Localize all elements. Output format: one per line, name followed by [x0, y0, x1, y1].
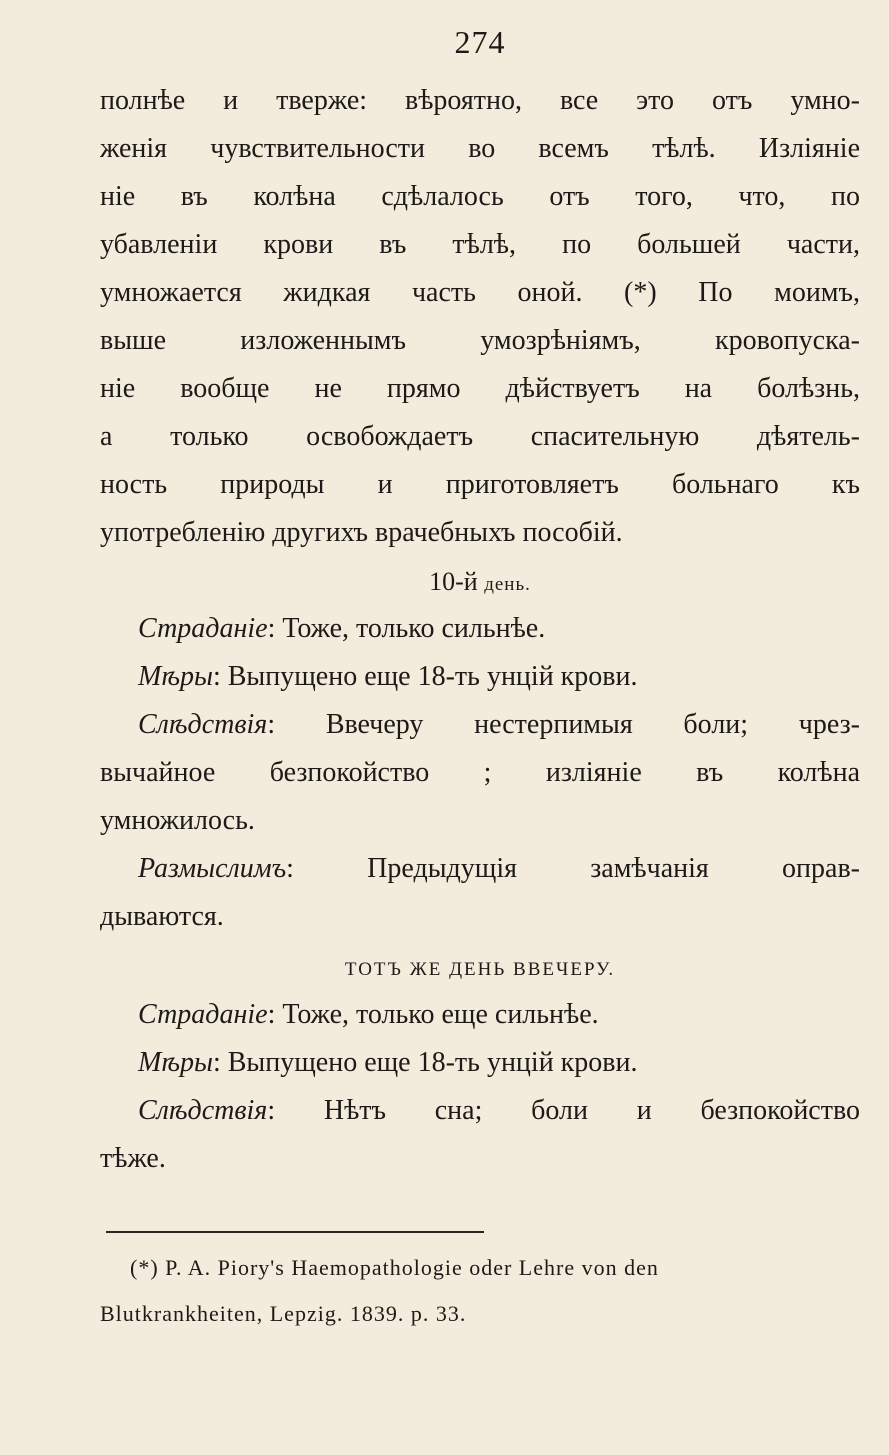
entry-label: Мѣры — [138, 1047, 213, 1078]
evening-entry-suffering — [100, 991, 860, 1039]
entry-measures — [100, 653, 860, 701]
entry-text: : Тоже, только сильнѣе. — [267, 613, 546, 644]
entry-reflection — [100, 845, 860, 941]
entry-text: : Выпущено еще 18-ть унцій крови. — [212, 661, 638, 692]
evening-entry-consequences — [100, 1087, 860, 1183]
book-page — [100, 24, 860, 1337]
day-word: день. — [484, 574, 531, 595]
entry-text: : Тоже, только еще сильнѣе. — [267, 999, 599, 1030]
entry-text: дываются. — [100, 901, 224, 932]
intro-paragraph — [100, 77, 860, 557]
page-number: 274 — [454, 24, 506, 60]
evening-entry-measures — [100, 1039, 860, 1087]
entry-label: Страданіе — [138, 613, 268, 644]
entry-suffering — [100, 605, 860, 653]
entry-text: : Нѣтъ сна; боли и безпокойство — [267, 1095, 860, 1126]
entry-text: : Предыдущія замѣчанія оправ- — [286, 853, 860, 884]
text-line: а только освобождаетъ спасительную дѣятель- — [100, 421, 860, 452]
text-line: женія чувствительности во всемъ тѣлѣ. Изліяніе — [100, 133, 860, 164]
day-number: 10-й — [429, 567, 478, 596]
text-line: убавленіи крови въ тѣлѣ, по большей части, — [100, 229, 860, 260]
entry-label: Мѣры — [138, 661, 213, 692]
evening-heading: ТОТЪ ЖЕ ДЕНЬ ВВЕЧЕРУ. — [344, 959, 616, 980]
text-line: полнѣе и тверже: вѣроятно, все это отъ умно- — [100, 85, 860, 116]
text-line: умножается жидкая часть оной. (*) По моимъ, — [100, 277, 860, 308]
entry-label: Размыслимъ — [138, 853, 287, 884]
footnote-line: (*) P. A. Piory's Haemopathologie oder Lehre von den — [130, 1255, 659, 1280]
entry-consequences — [100, 701, 860, 845]
text-line: выше изложеннымъ умозрѣніямъ, кровопуска- — [100, 325, 860, 356]
entry-text: : Выпущено еще 18-ть унцій крови. — [212, 1047, 638, 1078]
footnote — [100, 1245, 860, 1337]
entry-text: умножилось. — [100, 805, 255, 836]
text-line: употребленію другихъ врачебныхъ пособій. — [100, 517, 623, 548]
entry-text: : Ввечеру нестерпимыя боли; чрез- — [267, 709, 860, 740]
entry-label: Слѣдствія — [138, 709, 268, 740]
text-line: ніе въ колѣна сдѣлалось отъ того, что, по — [100, 181, 860, 212]
footnote-divider — [106, 1231, 484, 1233]
entry-label: Слѣдствія — [138, 1095, 268, 1126]
day-heading — [100, 567, 860, 597]
text-line: ность природы и приготовляетъ больнаго къ — [100, 469, 860, 500]
entry-text: вычайное безпокойство ; изліяніе въ колѣна — [100, 757, 860, 788]
entry-label: Страданіе — [138, 999, 268, 1030]
entry-text: тѣже. — [100, 1143, 166, 1174]
footnote-line: Blutkrankheiten, Lepzig. 1839. p. 33. — [100, 1301, 467, 1326]
text-line: ніе вообще не прямо дѣйствуетъ на болѣзнь, — [100, 373, 860, 404]
